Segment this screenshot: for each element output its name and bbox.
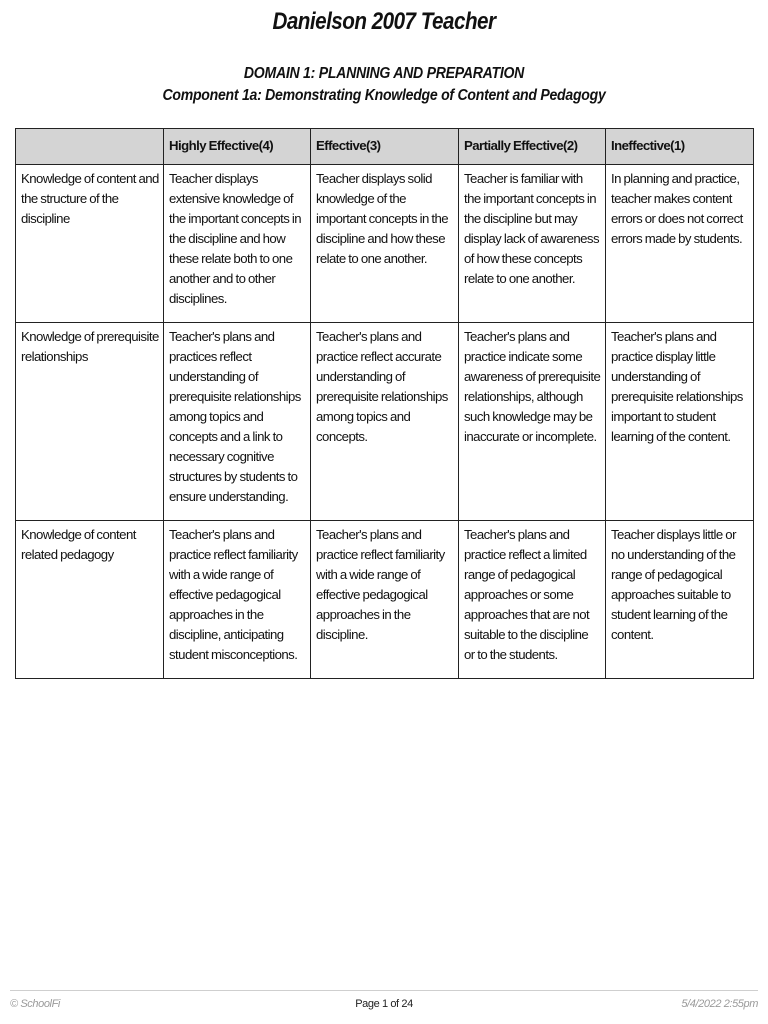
footer-timestamp: 5/4/2022 2:55pm [681, 998, 758, 1010]
rating-cell-highly-effective [164, 165, 311, 323]
footer-divider [10, 990, 758, 991]
rating-cell-highly-effective [164, 323, 311, 521]
footer-page-number: Page 1 of 24 [355, 998, 413, 1010]
criterion-text: Knowledge of prerequisite relationships [21, 329, 159, 364]
domain-heading [46, 63, 722, 107]
rating-text: Teacher's plans and practice reflect familiarity with a wide range of effective pedagogical approaches in the discipline. [316, 527, 445, 642]
rating-text: Teacher's plans and practice reflect accurate understanding of prerequisite relationships among topics and concepts. [316, 329, 448, 444]
page-footer [10, 998, 758, 1014]
criterion-cell [16, 323, 164, 521]
rating-text: Teacher displays solid knowledge of the important concepts in the discipline and how these relate to one another. [316, 171, 449, 266]
rating-text: In planning and practice, teacher makes content errors or does not correct errors made by students. [611, 171, 743, 246]
criterion-text: Knowledge of content related pedagogy [21, 527, 136, 562]
rating-text: Teacher displays extensive knowledge of the important concepts in the discipline and how these relate both to one another and to other disciplines. [169, 171, 302, 306]
header-cell-ineffective: Ineffective(1) [606, 129, 754, 165]
rating-cell-partially-effective [459, 165, 606, 323]
header-cell-criterion [16, 129, 164, 165]
rating-cell-ineffective [606, 323, 754, 521]
table-row [16, 521, 754, 679]
footer-copyright: © SchoolFi [10, 998, 60, 1010]
rating-cell-highly-effective [164, 521, 311, 679]
rubric-table [15, 128, 754, 679]
rating-cell-partially-effective [459, 521, 606, 679]
rating-text: Teacher displays little or no understanding of the range of pedagogical approaches suitable to student learning of the content. [611, 527, 736, 642]
table-row [16, 165, 754, 323]
rating-text: Teacher's plans and practice reflect familiarity with a wide range of effective pedagogical approaches in the discipline, anticipating student misconceptions. [169, 527, 298, 662]
document-title: Danielson 2007 Teacher [272, 8, 496, 35]
table-row [16, 323, 754, 521]
rating-text: Teacher's plans and practices reflect understanding of prerequisite relationships among topics and concepts and a link to necessary cognitive structures by students to ensure understanding. [169, 329, 301, 504]
rating-cell-effective [311, 165, 459, 323]
table-header-row [16, 129, 754, 165]
rating-cell-effective [311, 323, 459, 521]
rating-text: Teacher's plans and practice display little understanding of prerequisite relationships important to student learning of the content. [611, 329, 743, 444]
criterion-text: Knowledge of content and the structure of the discipline [21, 171, 159, 226]
criterion-cell [16, 521, 164, 679]
rating-text: Teacher's plans and practice reflect a limited range of pedagogical approaches or some approaches that are not suitable to the discipline or to the students. [464, 527, 590, 662]
component-title: Component 1a: Demonstrating Knowledge of Content and Pedagogy [162, 87, 606, 104]
criterion-cell [16, 165, 164, 323]
rating-cell-ineffective [606, 521, 754, 679]
domain-title: DOMAIN 1: PLANNING AND PREPARATION [243, 65, 525, 82]
header-cell-partially-effective: Partially Effective(2) [459, 129, 606, 165]
rating-text: Teacher is familiar with the important concepts in the discipline but may display lack of awareness of how these concepts relate to one another. [464, 171, 600, 286]
rating-cell-effective [311, 521, 459, 679]
rating-cell-ineffective [606, 165, 754, 323]
header-cell-highly-effective: Highly Effective(4) [164, 129, 311, 165]
rating-text: Teacher's plans and practice indicate some awareness of prerequisite relationships, although such knowledge may be inaccurate or incomplete. [464, 329, 601, 444]
header-cell-effective: Effective(3) [311, 129, 459, 165]
rating-cell-partially-effective [459, 323, 606, 521]
